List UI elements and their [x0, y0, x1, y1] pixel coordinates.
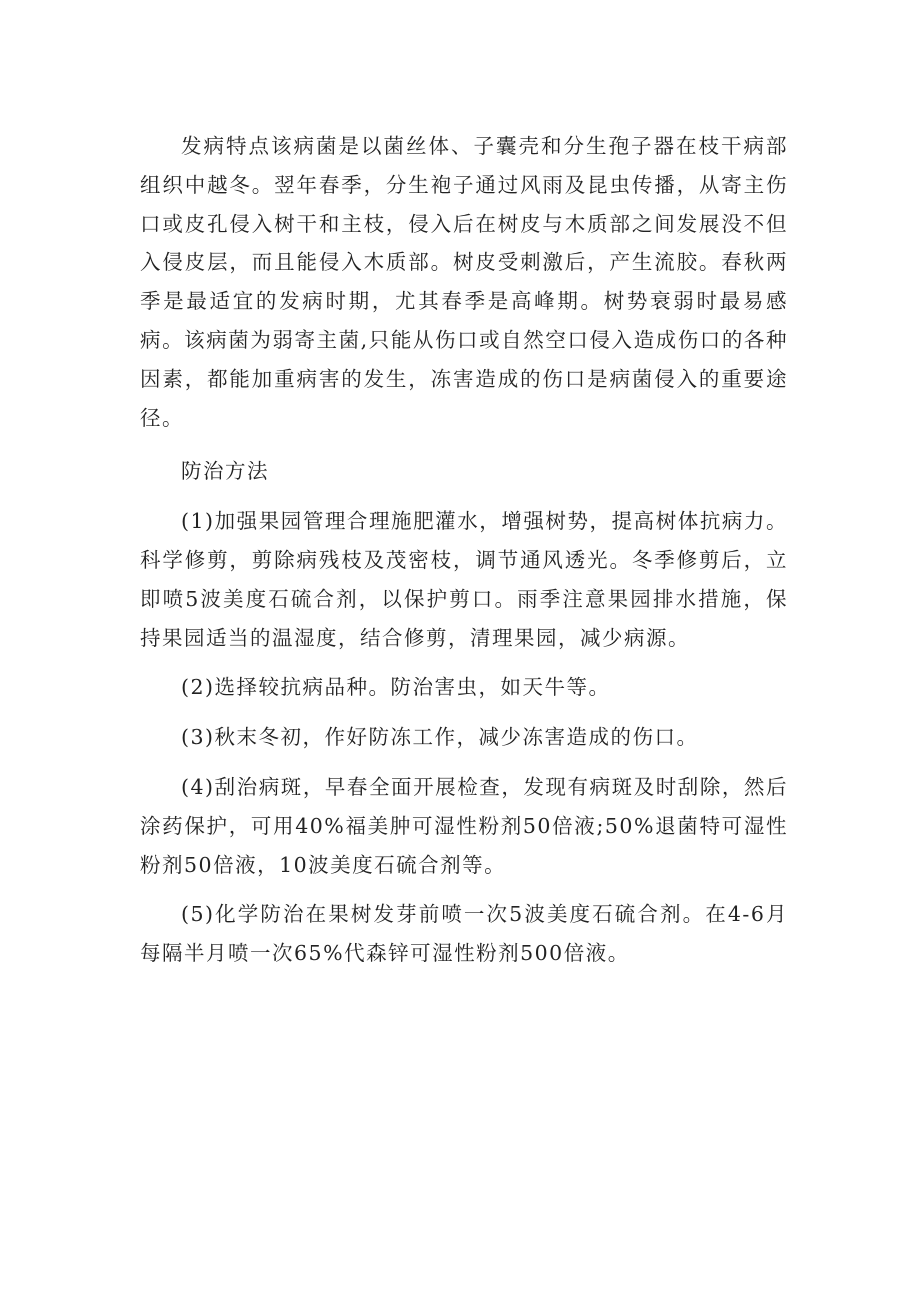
paragraph-control-step-3: (3)秋末冬初，作好防冻工作，减少冻害造成的伤口。: [181, 725, 699, 750]
paragraph-control-step-2: (2)选择较抗病品种。防治害虫，如天牛等。: [181, 675, 611, 700]
paragraph-control-step-4: (4)刮治病斑，早春全面开展检查，发现有病斑及时刮除，然后涂药保护，可用40%福美肿可湿性粉剂50倍液;50%退菌特可湿性粉剂50倍液，10波美度石硫合剂等。: [140, 774, 788, 877]
paragraph-control-step-5: (5)化学防治在果树发芽前喷一次5波美度石硫合剂。在4-6月每隔半月喷一次65%代森锌可湿性粉剂500倍液。: [140, 902, 788, 966]
document-page: [140, 127, 788, 973]
paragraph-control-step-1: (1)加强果园管理合理施肥灌水，增强树势，提高树体抗病力。科学修剪，剪除病残枝及茂密枝，调节通风透光。冬季修剪后，立即喷5波美度石硫合剂，以保护剪口。雨季注意果园排水措施，保持果园适当的温湿度，结合修剪，清理果园，减少病源。: [140, 509, 788, 650]
section-heading-control-methods: 防治方法: [181, 459, 269, 484]
paragraph-disease-characteristics: 发病特点该病菌是以菌丝体、子囊壳和分生孢子器在枝干病部组织中越冬。翌年春季，分生袍子通过风雨及昆虫传播，从寄主伤口或皮孔侵入树干和主枝，侵入后在树皮与木质部之间发展没不但入侵皮层，而且能侵入木质部。树皮受刺激后，产生流胶。春秋两季是最适宜的发病时期，尤其春季是高峰期。树势衰弱时最易感病。该病菌为弱寄主菌,只能从伤口或自然空口侵入造成伤口的各种因素，都能加重病害的发生，冻害造成的伤口是病菌侵入的重要途径。: [140, 134, 788, 430]
